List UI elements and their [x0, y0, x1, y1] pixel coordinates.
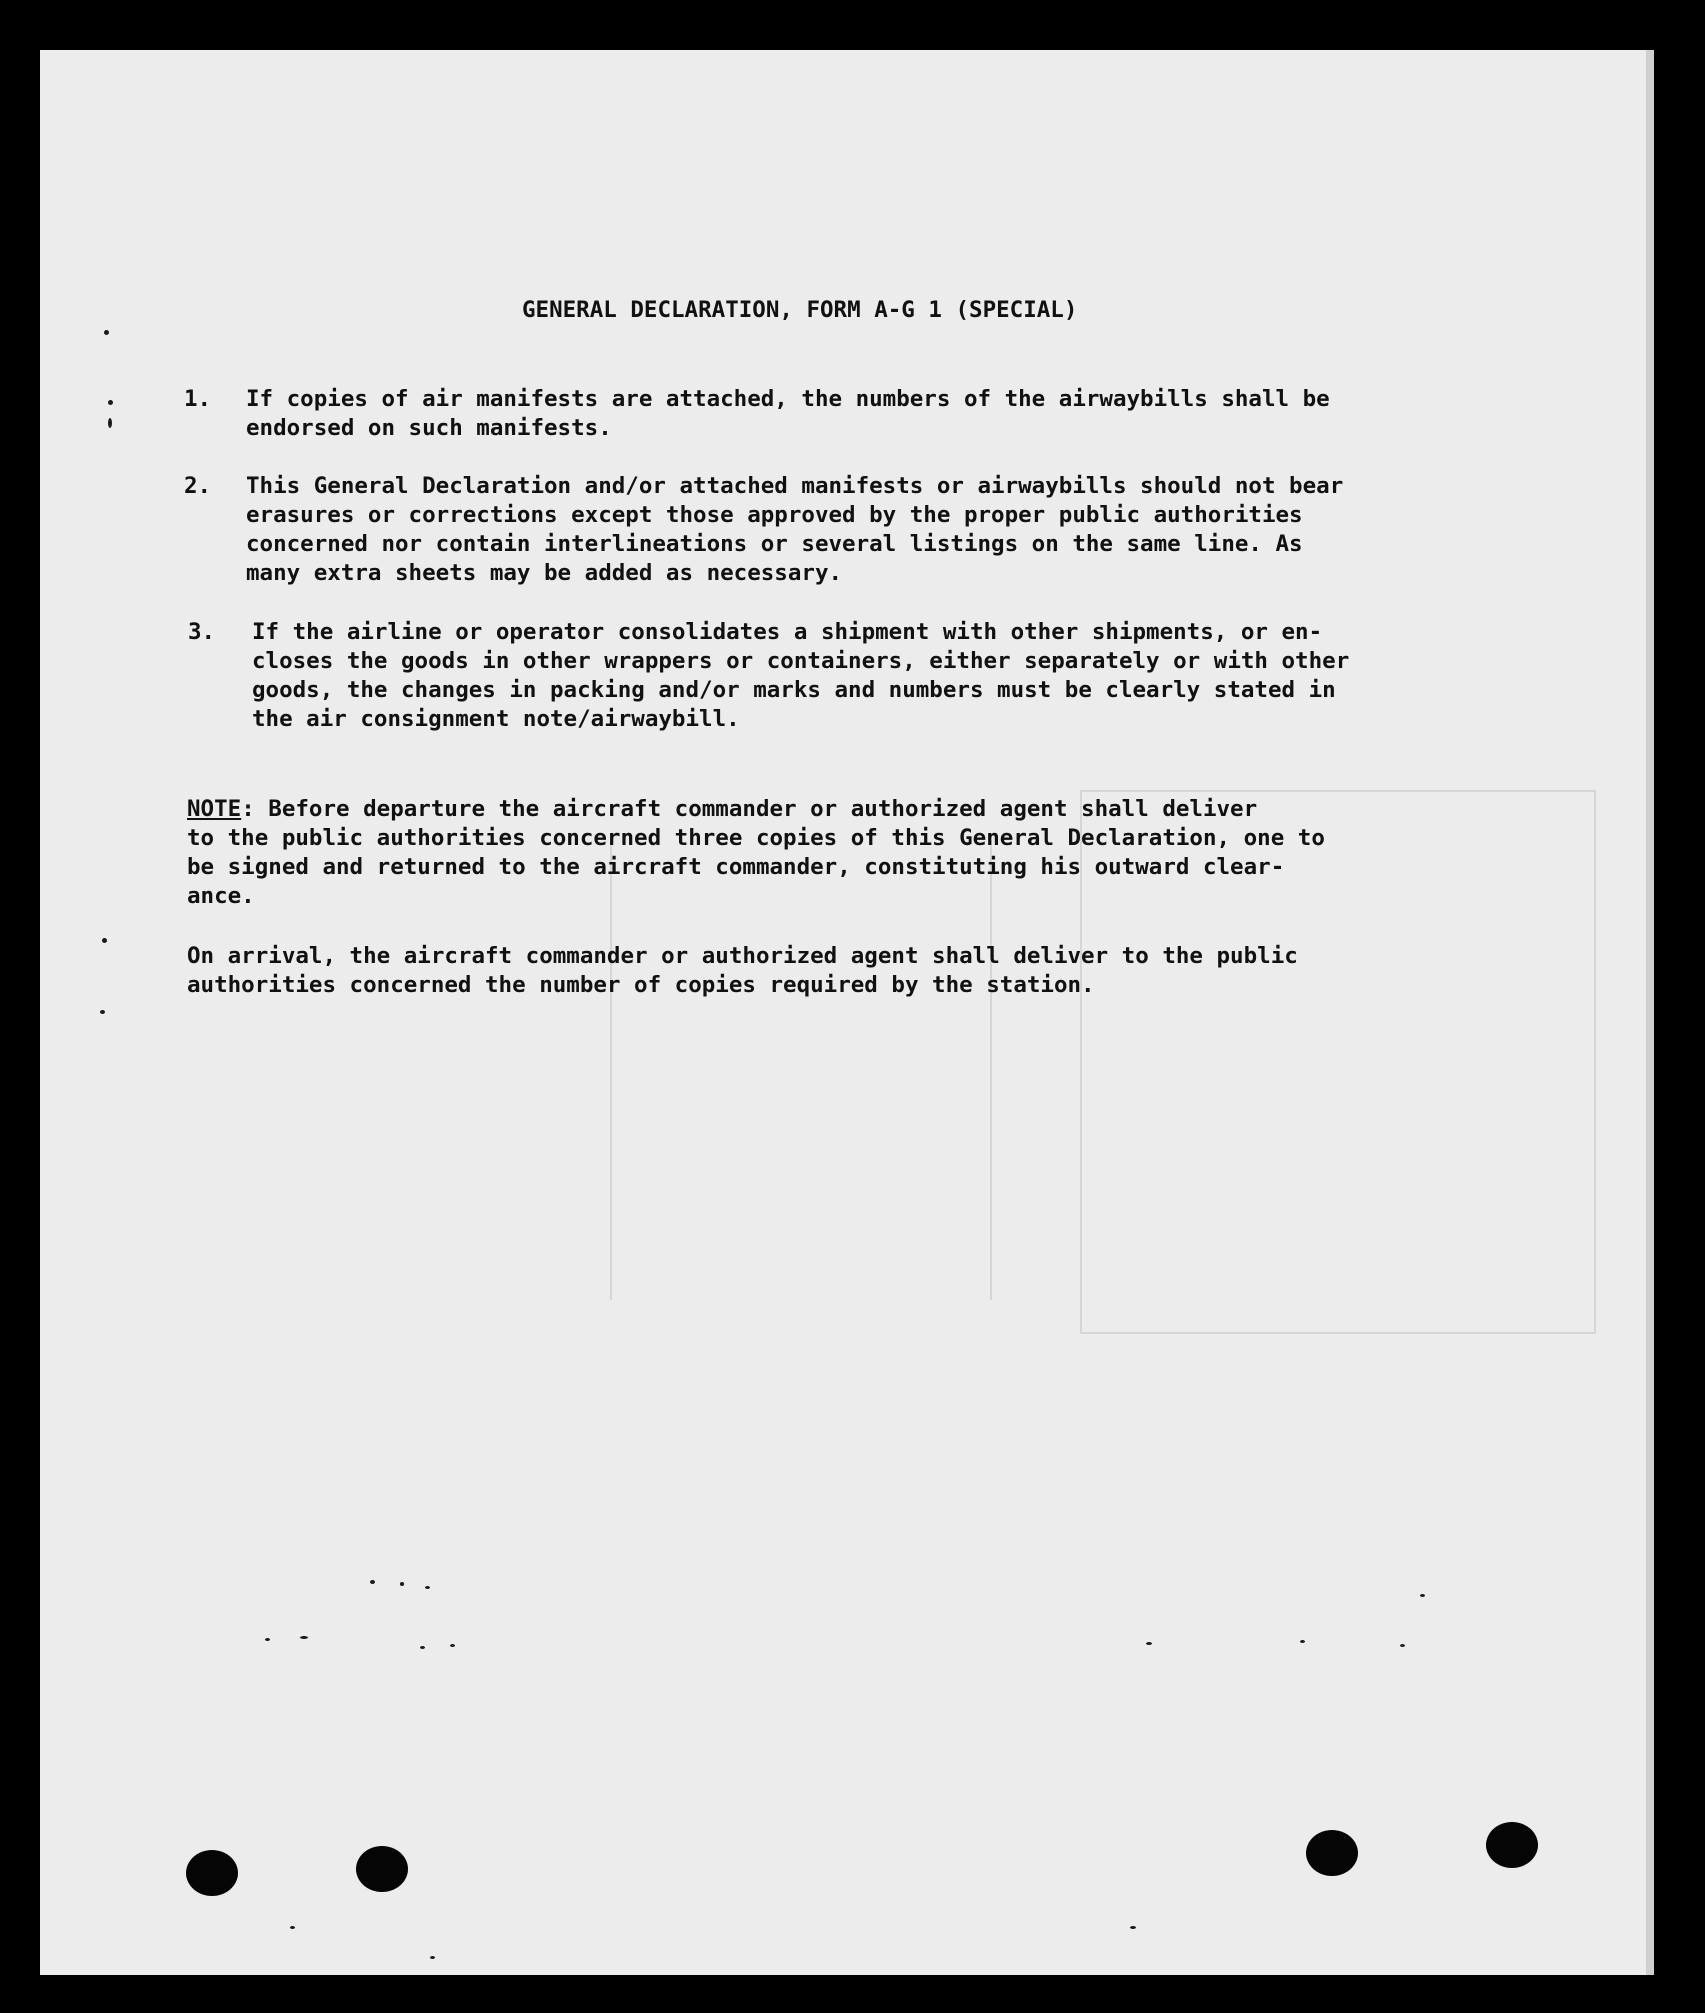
page-title: GENERAL DECLARATION, FORM A-G 1 (SPECIAL) — [522, 297, 1078, 323]
arrival-line: authorities concerned the number of copies required by the station. — [187, 972, 1095, 998]
item-number: 2. — [184, 473, 212, 499]
item-line: closes the goods in other wrappers or containers, either separately or with other — [252, 648, 1350, 674]
binder-hole — [1306, 1830, 1358, 1876]
binder-hole — [1486, 1822, 1538, 1868]
item-number: 1. — [184, 386, 212, 412]
scan-speck — [108, 418, 112, 428]
item-line: goods, the changes in packing and/or marks and numbers must be clearly stated in — [252, 677, 1336, 703]
scan-speck — [1400, 1644, 1405, 1647]
scan-speck — [1420, 1594, 1425, 1597]
item-line: If the airline or operator consolidates a shipment with other shipments, or en- — [252, 619, 1323, 645]
note-line: : Before departure the aircraft commander or authorized agent shall deliver — [241, 796, 1258, 822]
note-line: ance. — [187, 883, 255, 909]
scan-speck — [104, 330, 109, 335]
scan-speck — [300, 1636, 308, 1639]
note-line: be signed and returned to the aircraft commander, constituting his outward clear- — [187, 854, 1285, 880]
note-paragraph — [187, 795, 1325, 911]
scan-speck — [1130, 1926, 1136, 1929]
item-line: the air consignment note/airwaybill. — [252, 706, 740, 732]
binder-hole — [356, 1846, 408, 1892]
scan-speck — [400, 1582, 404, 1586]
scan-speck — [290, 1926, 295, 1929]
scan-speck — [420, 1646, 425, 1649]
item-line: endorsed on such manifests. — [246, 415, 612, 441]
arrival-paragraph — [187, 942, 1298, 1000]
scan-speck — [425, 1586, 430, 1589]
scan-speck — [1146, 1642, 1152, 1645]
scan-speck — [370, 1580, 375, 1584]
note-label: NOTE — [187, 796, 242, 822]
paper-sheet — [40, 50, 1654, 1975]
scan-speck — [108, 400, 113, 405]
item-line: many extra sheets may be added as necessary. — [246, 560, 843, 586]
item-number: 3. — [188, 619, 216, 645]
scan-speck — [102, 938, 107, 943]
scan-speck — [430, 1956, 435, 1959]
scan-speck — [265, 1638, 270, 1641]
note-line: to the public authorities concerned three copies of this General Declaration, one to — [187, 825, 1325, 851]
arrival-line: On arrival, the aircraft commander or authorized agent shall deliver to the public — [187, 943, 1298, 969]
scan-speck — [1300, 1640, 1305, 1643]
scan-speck — [450, 1644, 455, 1647]
item-line: concerned nor contain interlineations or several listings on the same line. As — [246, 531, 1303, 557]
binder-hole — [186, 1850, 238, 1896]
item-line: This General Declaration and/or attached manifests or airwaybills should not bear — [246, 473, 1344, 499]
item-line: erasures or corrections except those approved by the proper public authorities — [246, 502, 1303, 528]
scan-speck — [100, 1010, 105, 1014]
item-line: If copies of air manifests are attached, the numbers of the airwaybills shall be — [246, 386, 1330, 412]
